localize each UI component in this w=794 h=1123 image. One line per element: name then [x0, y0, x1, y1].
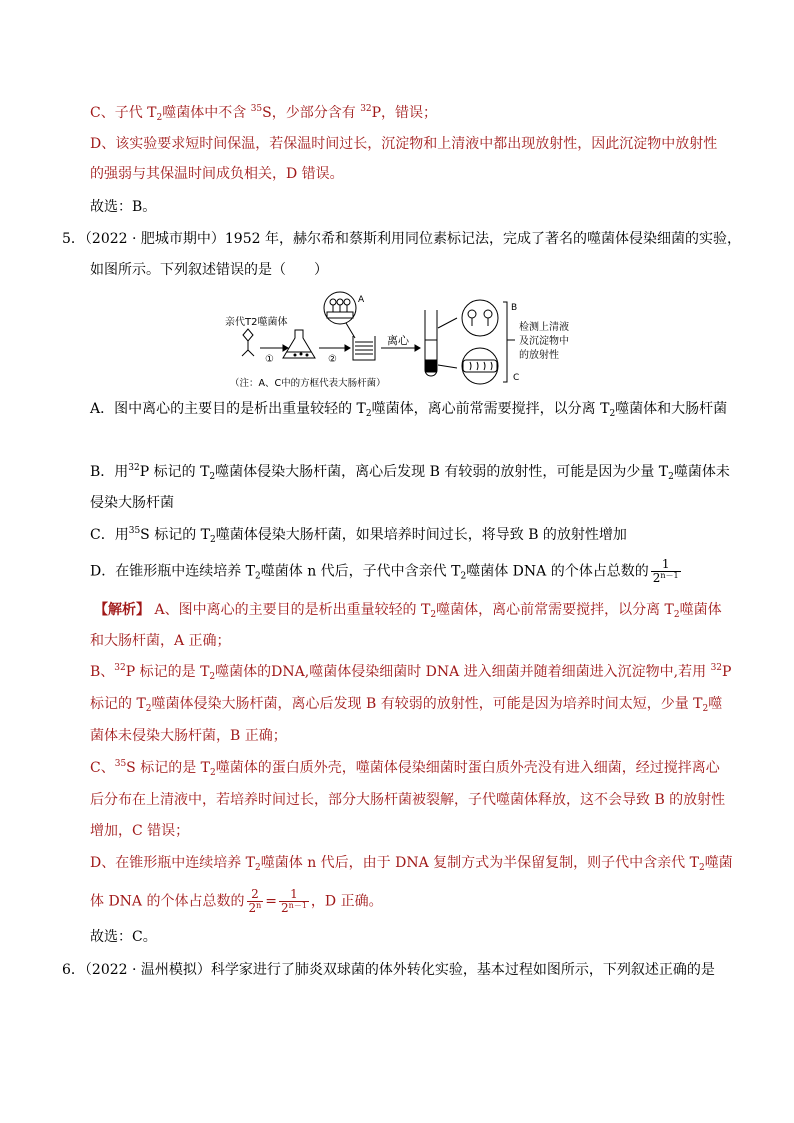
q5-option-c: C．用$^{35}$S 标记的 $T_2$噬菌体侵染大肠杆菌，如果培养时间过长，将导致 B 的放射性增加 — [90, 526, 627, 545]
magnified-view-a — [324, 292, 356, 338]
q5-option-a: A．图中离心的主要目的是析出重量较轻的 $T_2$噬菌体，离心前常需要搅拌，以分离 $T_2$噬菌体和大肠杆菌 — [90, 401, 728, 419]
q5-analysis-a-line2: 和大肠杆菌，A 正确； — [90, 633, 231, 649]
q5-option-b: B．用$^{32}$P 标记的 $T_2$噬菌体侵染大肠杆菌，离心后发现 B 有较弱的放射性，可能是因为少量 $T_2$噬菌体未 — [90, 463, 730, 482]
test-tube-icon — [425, 310, 437, 376]
figure-note: （注：A、C中的方框代表大肠杆菌） — [230, 378, 386, 389]
q5-analysis-b-line1: B、$^{32}$P 标记的是 $T_2$噬菌体的DNA,噬菌体侵染细菌时 DNA 进入细菌并随着细菌进入沉淀物中,若用 $^{32}$P — [90, 663, 732, 682]
q5-analysis-c-line1: C、$^{35}$S 标记的是 $T_2$噬菌体的蛋白质外壳，噬菌体侵染细菌时蛋白质外壳没有进入细菌，经过搅拌离心 — [90, 759, 720, 778]
phage-experiment-figure — [225, 290, 595, 390]
beaker-icon — [353, 336, 375, 360]
analysis-option-d-line1: D、该实验要求短时间保温，若保温时间过长，沉淀物和上清液中都出现放射性，因此沉淀物中放射性 — [90, 136, 718, 152]
figure-detect-line3: 的放射性 — [519, 350, 559, 361]
fraction-1-over-2n-1: $\frac{1}{2^{n-1}}$ — [652, 557, 679, 585]
figure-detect-line2: 及沉淀物中 — [519, 336, 569, 347]
q5-option-b-line2: 侵染大肠杆菌 — [90, 495, 174, 511]
figure-label-parent-phage: 亲代T2噬菌体 — [225, 317, 288, 328]
flask-icon — [283, 330, 315, 358]
figure-step-1: ① — [265, 354, 274, 365]
phage-icon — [242, 329, 254, 356]
q5-stem-line1: 5．（2022 · 肥城市期中）1952 年，赫尔希和蔡斯利用同位素标记法，完成了著名的噬菌体侵染细菌的实验， — [62, 231, 741, 247]
fraction-2-over-2n: $\frac{2}{2^n}$ — [248, 887, 262, 915]
q6-stem-line1: 6．（2022 · 温州模拟）科学家进行了肺炎双球菌的体外转化实验，基本过程如图所示，下列叙述正确的是 — [62, 962, 715, 978]
q5-analysis-b-line2: 标记的 $T_2$噬菌体侵染大肠杆菌，离心后发现 B 有较弱的放射性，可能是因为培养时间太短，少量 $T_2$噬 — [90, 696, 723, 714]
fraction-1-over-2n-1-b: $\frac{1}{2^{n-1}}$ — [281, 887, 307, 915]
q5-analysis-d-line2: 体 DNA 的个体占总数的 $\frac{2}{2^n}$ = $\frac{1}{2^{n-1}}$ ，D 正确。 — [90, 887, 383, 915]
figure-label-c: C — [513, 373, 520, 383]
figure-label-a: A — [358, 295, 365, 305]
q5-analysis-d-line1: D、在锥形瓶中连续培养 $T_2$噬菌体 n 代后，由于 DNA 复制方式为半保留复制，则子代中含亲代 $T_2$噬菌 — [90, 855, 733, 873]
q5-stem-line2: 如图所示。下列叙述错误的是（ ） — [90, 262, 328, 278]
figure-label-b: B — [511, 303, 518, 313]
analysis-option-d-line2: 的强弱与其保温时间成负相关，D 错误。 — [90, 166, 344, 182]
analysis-option-c: C、子代 $T_2$噬菌体中不含 $^{35}$S，少部分含有 $^{32}$P，错误； — [90, 104, 438, 123]
figure-step-2: ② — [328, 354, 337, 365]
q5-analysis-c-line3: 增加，C 错误； — [90, 823, 190, 839]
q5-analysis-b-line3: 菌体未侵染大肠杆菌，B 正确； — [90, 728, 287, 744]
figure-detect-line1: 检测上清液 — [519, 322, 569, 333]
sediment-view-c — [462, 348, 498, 384]
q5-option-d: D．在锥形瓶中连续培养 $T_2$噬菌体 n 代后，子代中含亲代 $T_2$噬菌体 DNA 的个体占总数的 $\frac{1}{2^{n-1}}$ — [90, 557, 679, 585]
answer-q5: 故选：C。 — [90, 929, 157, 945]
figure-label-centrifuge: 离心 — [387, 334, 409, 347]
q5-analysis-c-line2: 后分布在上清液中，若培养时间过长，部分大肠杆菌被裂解，子代噬菌体释放，这不会导致 B 的放射性 — [90, 792, 726, 808]
answer-prev: 故选：B。 — [90, 199, 157, 215]
supernatant-view-b — [462, 300, 498, 336]
q5-analysis-a-line1: 【解析】 A、图中离心的主要目的是析出重量较轻的 $T_2$噬菌体，离心前常需要搅拌，以分离 $T_2$噬菌体 — [94, 602, 722, 620]
